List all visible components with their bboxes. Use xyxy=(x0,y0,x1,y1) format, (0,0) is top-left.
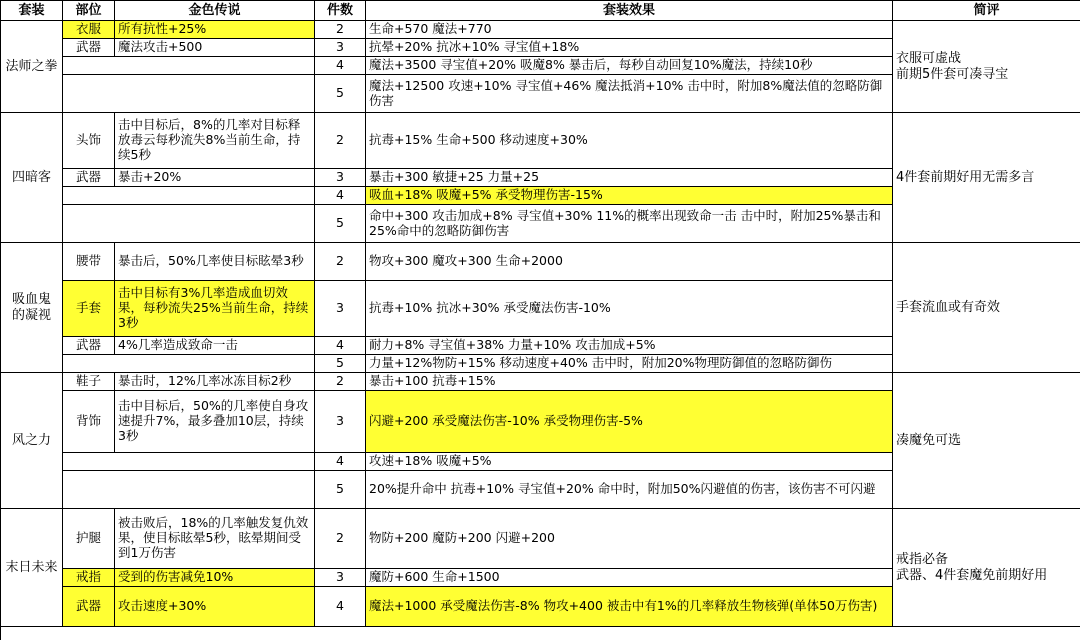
review-cell: 4件套前期好用无需多言 xyxy=(893,113,1080,243)
legend-cell: 所有抗性+25% xyxy=(115,21,315,39)
set-name: 四暗客 xyxy=(1,113,63,243)
empty-cell xyxy=(63,57,315,75)
count-cell: 5 xyxy=(315,471,366,509)
legend-cell: 击中目标后，8%的几率对目标释放毒云每秒流失8%当前生命，持续5秒 xyxy=(115,113,315,169)
header-review: 简评 xyxy=(893,1,1080,21)
part-cell: 腰带 xyxy=(63,243,115,281)
count-cell: 2 xyxy=(315,21,366,39)
legend-cell: 受到的伤害减免10% xyxy=(115,569,315,587)
header-effect: 套装效果 xyxy=(366,1,893,21)
review-cell: 凑魔免可选 xyxy=(893,373,1080,509)
effect-cell: 魔法+12500 攻速+10% 寻宝值+46% 魔法抵消+10% 击中时，附加8%魔法值的忽略防御伤害 xyxy=(366,75,893,113)
effect-cell: 闪避+200 承受魔法伤害-10% 承受物理伤害-5% xyxy=(366,391,893,453)
count-cell: 5 xyxy=(315,75,366,113)
legend-cell: 4%几率造成致命一击 xyxy=(115,337,315,355)
legend-cell: 击中目标有3%几率造成血切效果，每秒流失25%当前生命，持续3秒 xyxy=(115,281,315,337)
set-name: 吸血鬼 的凝视 xyxy=(1,243,63,373)
effect-cell: 吸血+18% 吸魔+5% 承受物理伤害-15% xyxy=(366,187,893,205)
effect-cell: 20%提升命中 抗毒+10% 寻宝值+20% 命中时，附加50%闪避值的伤害，该伤害不可闪避 xyxy=(366,471,893,509)
legend-cell: 暴击+20% xyxy=(115,169,315,187)
count-cell: 4 xyxy=(315,57,366,75)
effect-cell: 命中+300 攻击加成+8% 寻宝值+30% 11%的概率出现致命一击 击中时，附加25%暴击和25%命中的忽略防御伤害 xyxy=(366,205,893,243)
part-cell: 手套 xyxy=(63,281,115,337)
count-cell: 3 xyxy=(315,391,366,453)
part-cell: 衣服 xyxy=(63,21,115,39)
review-cell: 衣服可虚战 前期5件套可凑寻宝 xyxy=(893,21,1080,113)
part-cell: 武器 xyxy=(63,337,115,355)
part-cell: 鞋子 xyxy=(63,373,115,391)
effect-cell: 抗毒+10% 抗冰+30% 承受魔法伤害-10% xyxy=(366,281,893,337)
effect-cell: 生命+570 魔法+770 xyxy=(366,21,893,39)
effect-cell: 物攻+300 魔攻+300 生命+2000 xyxy=(366,243,893,281)
effect-cell: 抗毒+15% 生命+500 移动速度+30% xyxy=(366,113,893,169)
header-part: 部位 xyxy=(63,1,115,21)
part-cell: 背饰 xyxy=(63,391,115,453)
effect-cell: 物防+200 魔防+200 闪避+200 xyxy=(366,509,893,569)
empty-cell xyxy=(63,205,315,243)
legend-cell: 魔法攻击+500 xyxy=(115,39,315,57)
part-cell: 武器 xyxy=(63,39,115,57)
set-name: 风之力 xyxy=(1,373,63,509)
effect-cell: 力量+12%物防+15% 移动速度+40% 击中时，附加20%物理防御值的忽略防御伤 xyxy=(366,355,893,373)
count-cell: 5 xyxy=(315,205,366,243)
legend-cell: 被击败后，18%的几率触发复仇效果，使目标眩晕5秒，眩晕期间受到1万伤害 xyxy=(115,509,315,569)
count-cell: 3 xyxy=(315,39,366,57)
header-legend: 金色传说 xyxy=(115,1,315,21)
part-cell: 头饰 xyxy=(63,113,115,169)
count-cell: 3 xyxy=(315,169,366,187)
count-cell: 2 xyxy=(315,113,366,169)
part-cell: 武器 xyxy=(63,587,115,627)
effect-cell: 攻速+18% 吸魔+5% xyxy=(366,453,893,471)
empty-cell xyxy=(63,471,315,509)
effect-cell: 魔防+600 生命+1500 xyxy=(366,569,893,587)
count-cell: 2 xyxy=(315,509,366,569)
empty-cell xyxy=(63,355,315,373)
part-cell: 武器 xyxy=(63,169,115,187)
header-count: 件数 xyxy=(315,1,366,21)
effect-cell: 暴击+100 抗毒+15% xyxy=(366,373,893,391)
effect-cell: 耐力+8% 寻宝值+38% 力量+10% 攻击加成+5% xyxy=(366,337,893,355)
count-cell: 4 xyxy=(315,587,366,627)
legend-cell: 击中目标后，50%的几率使自身攻速提升7%，最多叠加10层，持续3秒 xyxy=(115,391,315,453)
empty-cell xyxy=(63,187,315,205)
set-name: 末日未来 xyxy=(1,509,63,627)
effect-cell: 魔法+3500 寻宝值+20% 吸魔8% 暴击后，每秒自动回复10%魔法，持续10秒 xyxy=(366,57,893,75)
count-cell: 2 xyxy=(315,243,366,281)
count-cell: 3 xyxy=(315,569,366,587)
count-cell: 4 xyxy=(315,337,366,355)
legend-cell: 暴击时，12%几率冰冻目标2秒 xyxy=(115,373,315,391)
effect-cell: 魔法+1000 承受魔法伤害-8% 物攻+400 被击中有1%的几率释放生物核弹(单体50万伤害) xyxy=(366,587,893,627)
empty-cell xyxy=(63,75,315,113)
count-cell: 2 xyxy=(315,373,366,391)
count-cell: 3 xyxy=(315,281,366,337)
legend-cell: 暴击后，50%几率使目标眩晕3秒 xyxy=(115,243,315,281)
review-cell: 手套流血或有奇效 xyxy=(893,243,1080,373)
legend-cell: 攻击速度+30% xyxy=(115,587,315,627)
part-cell: 护腿 xyxy=(63,509,115,569)
set-name: 法师之拳 xyxy=(1,21,63,113)
effect-cell: 暴击+300 敏捷+25 力量+25 xyxy=(366,169,893,187)
review-cell: 戒指必备 武器、4件套魔免前期好用 xyxy=(893,509,1080,627)
header-set: 套装 xyxy=(1,1,63,21)
count-cell: 4 xyxy=(315,187,366,205)
effect-cell: 抗晕+20% 抗冰+10% 寻宝值+18% xyxy=(366,39,893,57)
count-cell: 4 xyxy=(315,453,366,471)
count-cell: 5 xyxy=(315,355,366,373)
empty-cell xyxy=(63,453,315,471)
part-cell: 戒指 xyxy=(63,569,115,587)
